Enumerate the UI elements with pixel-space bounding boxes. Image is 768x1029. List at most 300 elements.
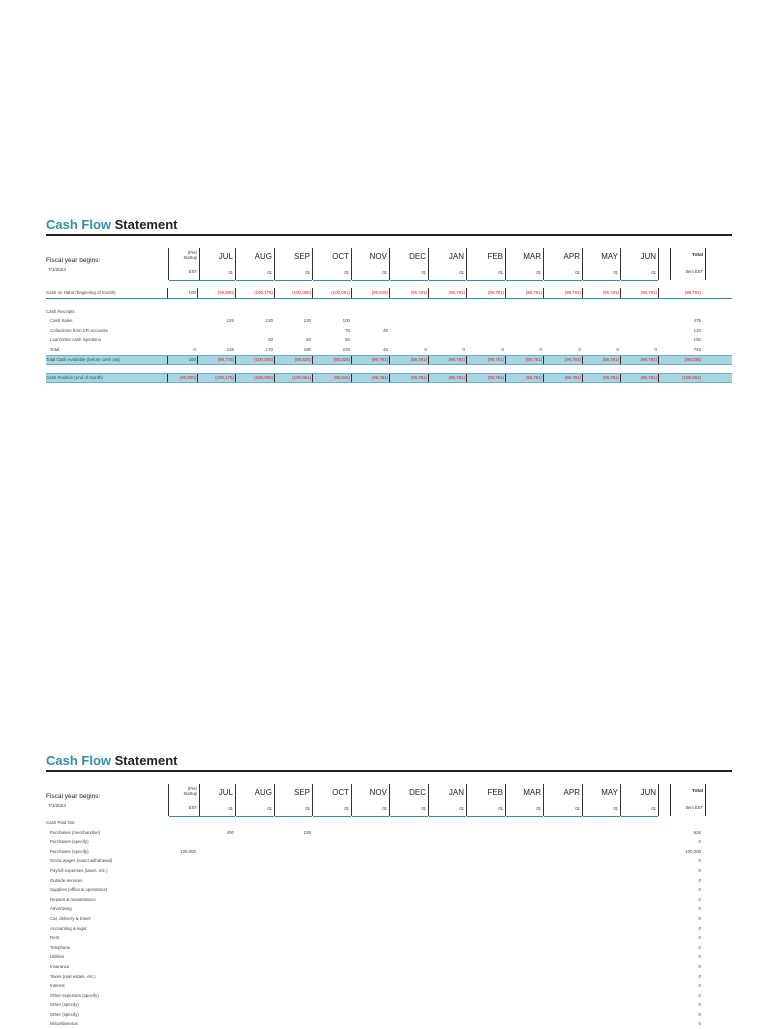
cell-border: [620, 356, 621, 364]
total-label: Total: [691, 789, 703, 794]
row-value: (99,781): [564, 374, 581, 380]
month-column-sep: [275, 784, 313, 816]
row-label: Advertising: [50, 906, 72, 912]
cell-border: [582, 374, 583, 382]
row-value: 100: [188, 356, 196, 362]
month-column-jan: [429, 784, 467, 816]
row-value: (99,825): [294, 356, 311, 362]
row-label: Total Cash Available (before cash out): [46, 356, 120, 362]
row-total: 0: [698, 1002, 701, 1008]
month-sub: 01: [421, 270, 426, 275]
month-sub: 01: [305, 270, 310, 275]
row-label: Gross wages (exact withdrawal): [50, 858, 113, 864]
row-value: (99,781): [487, 356, 504, 362]
month-label: JUN: [640, 252, 656, 261]
cash-flow-sheet-2: [46, 752, 732, 1029]
cell-border: [389, 374, 390, 382]
row-value: 50: [345, 337, 350, 343]
row-label: Interest: [50, 983, 65, 989]
column-underline: [621, 816, 658, 817]
row-value: (99,900): [179, 374, 196, 380]
column-underline: [467, 280, 505, 281]
row-value: (99,781): [487, 290, 504, 295]
month-sub: 01: [613, 270, 618, 275]
row-value: 125: [226, 346, 234, 352]
cell-border: [466, 374, 467, 382]
table-row: [46, 943, 732, 953]
cell-border: [582, 356, 583, 364]
row-value: (99,826): [371, 290, 388, 295]
row-total: 0: [698, 839, 701, 845]
month-column-oct: [313, 784, 352, 816]
cell-border: [197, 288, 198, 298]
pre-startup-sub: EST: [188, 805, 197, 810]
month-label: MAY: [601, 252, 618, 261]
month-label: APR: [563, 788, 580, 797]
title-statement: Statement: [114, 217, 178, 232]
row-value: (99,781): [602, 356, 619, 362]
row-value: 0: [616, 346, 619, 352]
month-label: FEB: [487, 252, 503, 261]
cell-border: [312, 288, 313, 298]
row-total: 0: [698, 906, 701, 912]
cell-border: [428, 374, 429, 382]
month-sub: 01: [536, 806, 541, 811]
row-total: 0: [698, 896, 701, 902]
month-sub: 01: [421, 806, 426, 811]
cell-border: [351, 356, 352, 364]
row-label: Miscellaneous: [50, 1021, 78, 1027]
total-sub: Item EST: [685, 269, 703, 274]
table-row: [46, 307, 732, 317]
column-underline: [429, 816, 466, 817]
month-label: JAN: [448, 788, 464, 797]
column-underline: [198, 280, 235, 281]
row-value: (100,005): [254, 374, 273, 380]
cell-border: [505, 288, 506, 298]
row-value: (100,051): [331, 290, 350, 295]
row-value: (99,781): [525, 290, 542, 295]
cell-border: [505, 374, 506, 382]
column-header-row: [46, 248, 732, 282]
row-value: (99,781): [448, 374, 465, 380]
row-label: Other expenses (specify): [50, 992, 99, 998]
month-column-mar: [506, 784, 544, 816]
table-row: [46, 866, 732, 876]
row-label: Insurance: [50, 963, 70, 969]
table-row: [46, 345, 732, 355]
month-column-jan: [429, 248, 467, 280]
row-total: 0: [698, 877, 701, 883]
month-column-may: [583, 248, 621, 280]
table-row: [46, 1019, 732, 1029]
month-column-jun: [621, 784, 659, 816]
month-column-aug: [236, 248, 275, 280]
cell-border: [351, 374, 352, 382]
row-value: 180: [303, 346, 311, 352]
cell-border: [428, 356, 429, 364]
cell-border: [167, 374, 168, 382]
table-row: [46, 924, 732, 934]
month-sub: 01: [575, 270, 580, 275]
month-sub: 01: [459, 806, 464, 811]
row-value: (99,781): [640, 356, 657, 362]
column-underline: [390, 280, 428, 281]
fiscal-year-label: Fiscal year begins:: [46, 257, 101, 264]
cell-border: [235, 374, 236, 382]
cell-border: [389, 288, 390, 298]
row-value: (99,781): [525, 356, 542, 362]
month-sub: 01: [651, 270, 656, 275]
cell-border: [620, 374, 621, 382]
row-label: Purchases (merchandise): [50, 829, 101, 835]
table-row: [46, 895, 732, 905]
row-label: Supplies (office & operations): [50, 887, 108, 893]
cell-border: [428, 288, 429, 298]
cell-border: [543, 288, 544, 298]
row-label: Cash Receipts: [46, 308, 75, 314]
month-label: FEB: [487, 788, 503, 797]
row-label: Collections from CR accounts: [50, 327, 108, 333]
month-sub: 01: [344, 270, 349, 275]
month-sub: 01: [305, 806, 310, 811]
row-label: Cash Position (end of month): [46, 374, 103, 380]
row-value: (99,781): [371, 374, 388, 380]
month-sub: 01: [382, 270, 387, 275]
row-value: 125: [226, 318, 234, 324]
row-value: (99,781): [448, 290, 465, 295]
row-label: Purchases (specify): [50, 839, 89, 845]
row-total: 0: [698, 963, 701, 969]
row-value: (100,051): [292, 374, 311, 380]
month-sub: 01: [228, 806, 233, 811]
column-underline: [390, 816, 428, 817]
row-value: (99,781): [487, 374, 504, 380]
row-value: 0: [578, 346, 581, 352]
row-value: 100: [188, 290, 196, 295]
row-total: 0: [698, 954, 701, 960]
month-sub: 01: [575, 806, 580, 811]
column-underline: [198, 816, 235, 817]
row-value: 45: [383, 346, 388, 352]
table-row: [46, 991, 732, 1001]
row-label: Rent: [50, 935, 60, 941]
month-label: MAY: [601, 788, 618, 797]
column-underline: [313, 280, 351, 281]
month-sub: 01: [267, 270, 272, 275]
row-label: Purchases (specify): [50, 848, 89, 854]
row-value: (100,175): [254, 290, 273, 295]
table-row: [46, 847, 732, 857]
row-total: 0: [698, 992, 701, 998]
column-underline: [506, 280, 543, 281]
row-value: (99,781): [371, 356, 388, 362]
column-underline: [169, 816, 199, 817]
month-column-sep: [275, 248, 313, 280]
row-value: (99,781): [525, 374, 542, 380]
row-label: Cash Sales: [50, 318, 73, 324]
row-label: Total: [50, 346, 60, 352]
row-label: Loan/other cash injections: [50, 337, 102, 343]
row-total: (99,036): [684, 356, 701, 362]
month-label: AUG: [254, 252, 272, 261]
cell-border: [274, 374, 275, 382]
table-row: [46, 952, 732, 962]
month-column-jul: [198, 784, 236, 816]
row-value: (99,781): [564, 356, 581, 362]
row-value: (100,005): [254, 356, 273, 362]
month-column-dec: [390, 784, 429, 816]
row-label: Accounting & legal: [50, 925, 87, 931]
month-column-nov: [352, 784, 390, 816]
month-column-may: [583, 784, 621, 816]
total-column: [670, 248, 706, 280]
row-value: 226: [303, 829, 311, 835]
table-row: [46, 933, 732, 943]
row-value: (99,781): [602, 290, 619, 295]
row-value: (100,175): [215, 374, 234, 380]
cash-flow-sheet-1: [46, 216, 732, 383]
cell-border: [167, 288, 168, 298]
total-column: [670, 784, 706, 816]
row-value: (99,900): [217, 290, 234, 295]
column-underline: [352, 280, 389, 281]
row-value: 0: [654, 346, 657, 352]
cell-border: [274, 288, 275, 298]
table-row: [46, 837, 732, 847]
row-value: 400: [226, 829, 234, 835]
cell-border: [658, 374, 659, 382]
pre-startup-label: (Pre) Startup: [183, 250, 197, 260]
cell-border: [658, 288, 659, 298]
table-row: [46, 355, 732, 365]
title-statement: Statement: [114, 753, 178, 768]
row-value: 50: [268, 337, 273, 343]
table-row: [46, 326, 732, 336]
month-column-jul: [198, 248, 236, 280]
row-label: Cash Paid Out: [46, 820, 75, 825]
row-value: 100: [342, 318, 350, 324]
month-column-jun: [621, 248, 659, 280]
row-total: 0: [698, 915, 701, 921]
row-value: (99,781): [602, 374, 619, 380]
column-underline: [583, 816, 620, 817]
row-value: 0: [462, 346, 465, 352]
pre-startup-column: [168, 248, 200, 280]
month-label: AUG: [254, 788, 272, 797]
row-value: (99,781): [410, 356, 427, 362]
cell-border: [543, 374, 544, 382]
row-total: (99,781): [684, 290, 701, 295]
cell-border: [312, 356, 313, 364]
month-column-mar: [506, 248, 544, 280]
row-label: Other (specify): [50, 1002, 79, 1008]
cell-border: [197, 356, 198, 364]
table-row: [46, 972, 732, 982]
column-underline: [169, 280, 199, 281]
month-sub: 01: [536, 270, 541, 275]
row-value: 0: [501, 346, 504, 352]
cell-border: [167, 356, 168, 364]
row-total: 0: [698, 867, 701, 873]
row-spacer: [46, 299, 732, 307]
table-row: [46, 1010, 732, 1020]
title-rule: [46, 234, 732, 236]
row-total: 0: [698, 887, 701, 893]
column-underline: [583, 280, 620, 281]
month-sub: 01: [498, 806, 503, 811]
row-value: 0: [193, 346, 196, 352]
month-column-oct: [313, 248, 352, 280]
column-underline: [275, 280, 312, 281]
row-total: 120: [693, 327, 701, 333]
pre-startup-label: (Pre) Startup: [183, 786, 197, 796]
row-spacer: [46, 365, 732, 373]
row-total: 0: [698, 935, 701, 941]
column-underline: [236, 816, 274, 817]
table-row: [46, 1000, 732, 1010]
row-label: Utilities: [50, 954, 65, 960]
month-label: JUL: [218, 252, 233, 261]
row-value: 75: [345, 327, 350, 333]
row-label: Payroll expenses (taxes, etc.): [50, 867, 108, 873]
cell-border: [620, 288, 621, 298]
total-label: Total: [691, 253, 703, 258]
month-label: DEC: [409, 252, 426, 261]
row-label: Car, delivery & travel: [50, 915, 91, 921]
cell-border: [274, 356, 275, 364]
sheet-title: [46, 216, 732, 233]
row-total: 0: [698, 983, 701, 989]
row-total: 626: [693, 829, 701, 835]
column-underline: [467, 816, 505, 817]
row-value: (100,005): [292, 290, 311, 295]
row-value: (99,781): [410, 290, 427, 295]
table-row: [46, 885, 732, 895]
table-row: [46, 981, 732, 991]
column-underline: [352, 816, 389, 817]
column-underline: [275, 816, 312, 817]
row-total: 745: [693, 346, 701, 352]
column-underline: [621, 280, 658, 281]
row-value: (99,781): [410, 374, 427, 380]
cell-border: [466, 288, 467, 298]
row-total: 0: [698, 1021, 701, 1027]
row-value: 50: [306, 337, 311, 343]
table-row: [46, 818, 732, 828]
row-value: (99,826): [333, 374, 350, 380]
month-column-feb: [467, 248, 506, 280]
cell-border: [466, 356, 467, 364]
row-total: 0: [698, 944, 701, 950]
column-underline: [236, 280, 274, 281]
row-value: 170: [265, 346, 273, 352]
table-row: [46, 316, 732, 326]
fiscal-year-label: Fiscal year begins:: [46, 793, 101, 800]
row-total: 0: [698, 1011, 701, 1017]
month-sub: 01: [613, 806, 618, 811]
total-sub: Item EST: [685, 805, 703, 810]
row-value: (99,781): [640, 290, 657, 295]
month-column-apr: [544, 784, 583, 816]
title-cash-flow: Cash Flow: [46, 753, 112, 768]
column-underline: [313, 816, 351, 817]
column-underline: [506, 816, 543, 817]
column-underline: [544, 816, 582, 817]
row-value: (99,775): [217, 356, 234, 362]
cell-border: [235, 288, 236, 298]
row-total: (199,662): [682, 374, 701, 380]
row-value: (99,781): [640, 374, 657, 380]
table-row: [46, 962, 732, 972]
month-label: NOV: [369, 788, 387, 797]
table-row: [46, 373, 732, 383]
row-value: (99,781): [448, 356, 465, 362]
row-value: 225: [342, 346, 350, 352]
fiscal-year-date: 7/1/2024: [48, 267, 66, 272]
month-sub: 01: [382, 806, 387, 811]
table-row: [46, 904, 732, 914]
row-label: Cash on Hand (beginning of month): [46, 290, 116, 295]
month-column-dec: [390, 248, 429, 280]
table-row: [46, 914, 732, 924]
cell-border: [658, 356, 659, 364]
cell-border: [312, 374, 313, 382]
month-sub: 01: [651, 806, 656, 811]
row-value: 45: [383, 327, 388, 333]
month-label: MAR: [523, 788, 541, 797]
cell-border: [351, 288, 352, 298]
month-label: MAR: [523, 252, 541, 261]
table-row: [46, 876, 732, 886]
cell-border: [235, 356, 236, 364]
sheet-title: [46, 752, 732, 769]
table-row: [46, 856, 732, 866]
row-total: 150: [693, 337, 701, 343]
column-underline: [429, 280, 466, 281]
month-sub: 01: [459, 270, 464, 275]
month-label: NOV: [369, 252, 387, 261]
month-label: SEP: [293, 788, 310, 797]
row-total: 475: [693, 318, 701, 324]
table-row: [46, 828, 732, 838]
month-label: JUN: [640, 788, 656, 797]
month-label: APR: [563, 252, 580, 261]
cell-border: [389, 356, 390, 364]
pre-startup-column: [168, 784, 200, 816]
row-value: 100,000: [180, 848, 196, 854]
row-value: 0: [424, 346, 427, 352]
month-label: OCT: [332, 788, 349, 797]
table-row: [46, 335, 732, 345]
month-label: DEC: [409, 788, 426, 797]
row-label: Other (specify): [50, 1011, 79, 1017]
row-label: Taxes (real estate, etc.): [50, 973, 96, 979]
month-label: JUL: [218, 788, 233, 797]
month-column-apr: [544, 248, 583, 280]
title-cash-flow: Cash Flow: [46, 217, 112, 232]
month-column-aug: [236, 784, 275, 816]
cell-border: [197, 374, 198, 382]
row-label: Repairs & maintenance: [50, 896, 96, 902]
row-total: 0: [698, 973, 701, 979]
month-sub: 01: [498, 270, 503, 275]
month-label: OCT: [332, 252, 349, 261]
column-underline: [544, 280, 582, 281]
month-sub: 01: [228, 270, 233, 275]
cell-border: [505, 356, 506, 364]
row-total: 0: [698, 925, 701, 931]
